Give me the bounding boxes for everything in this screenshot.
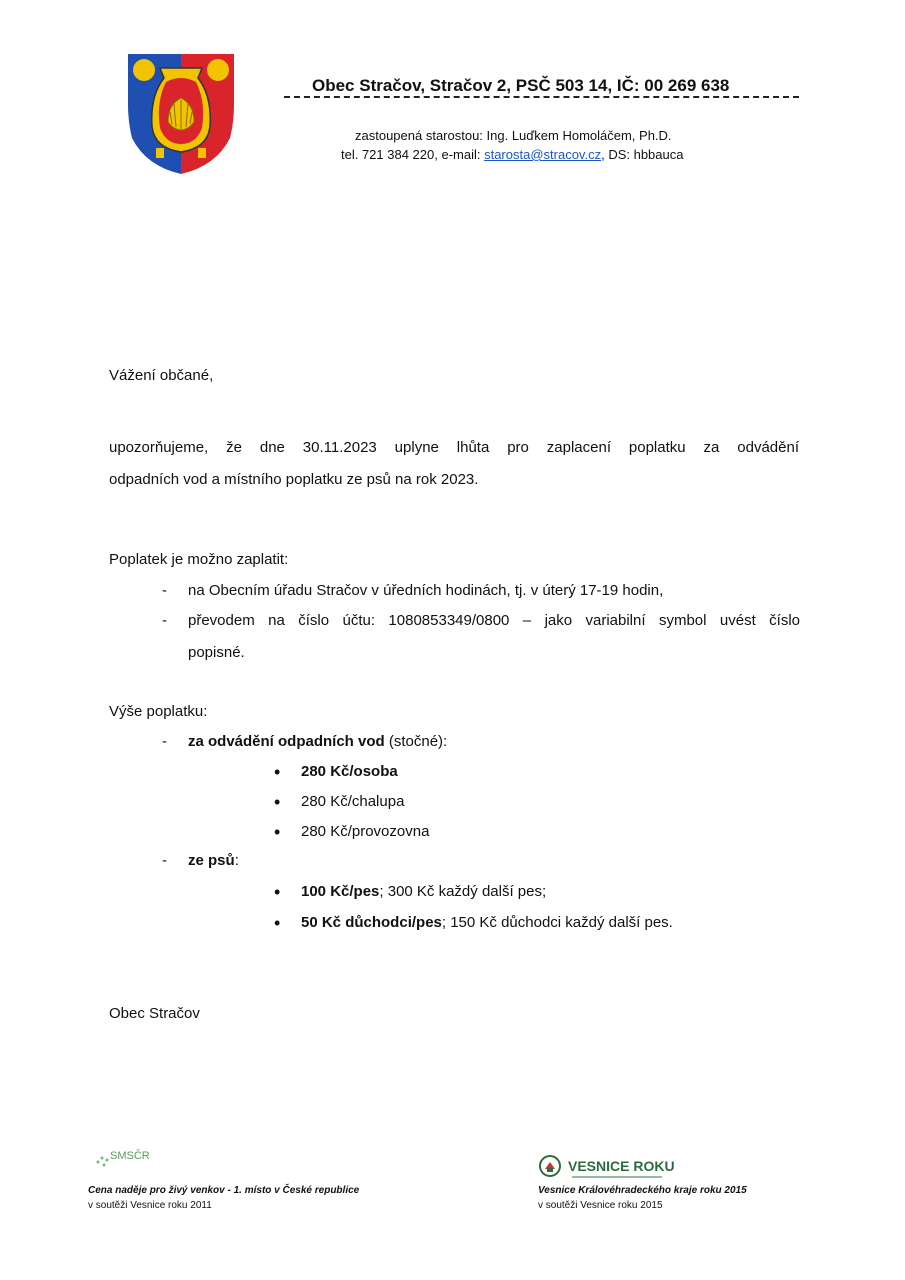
contact-line <box>341 147 683 162</box>
bullet-marker: • <box>274 882 281 902</box>
fee-item-text <box>301 787 404 817</box>
greeting: Vážení občané, <box>109 367 214 384</box>
closing-signature: Obec Stračov <box>109 1005 200 1022</box>
dash-marker: - <box>162 852 167 869</box>
header-divider <box>284 96 799 98</box>
fee-item-text <box>301 757 398 787</box>
dash-marker: - <box>162 612 167 629</box>
represented-by-line: zastoupená starostou: Ing. Luďkem Homoláčem, Ph.D. <box>355 128 672 143</box>
contact-prefix: tel. 721 384 220, e-mail: <box>341 147 485 162</box>
organization-heading: Obec Stračov, Stračov 2, PSČ 503 14, IČ: 00 269 638 <box>312 76 730 95</box>
fee-item-bold: 100 Kč/pes <box>301 883 380 900</box>
fee-water-label-bold: za odvádění odpadních vod <box>188 733 385 750</box>
fee-item-text <box>301 817 429 847</box>
payment-transfer-line-1: převodem na číslo účtu: 1080853349/0800 – jako variabilní symbol uvést číslo <box>188 612 800 629</box>
bullet-marker: • <box>274 762 281 782</box>
footer-left-contest: v soutěži Vesnice roku 2011 <box>88 1200 212 1211</box>
payment-transfer-line-2: popisné. <box>188 644 245 661</box>
fee-item-rest: 280 Kč/provozovna <box>301 823 430 840</box>
payment-item-text: na Obecním úřadu Stračov v úředních hodinách, tj. v úterý 17-19 hodin, <box>188 582 664 599</box>
contact-suffix: , DS: hbbauca <box>601 147 684 162</box>
bullet-marker: • <box>274 822 281 842</box>
notice-line-2: odpadních vod a místního poplatku ze psů na rok 2023. <box>109 471 479 488</box>
vesnice-roku-label: VESNICE ROKU <box>568 1158 675 1174</box>
fee-dogs-label-rest: : <box>234 852 239 869</box>
coat-of-arms-logo <box>126 52 236 176</box>
fee-item-text <box>301 908 673 938</box>
bullet-marker: • <box>274 913 281 933</box>
vesnice-roku-logo-icon <box>538 1154 562 1178</box>
smscr-label: SMSČR <box>110 1150 150 1162</box>
dash-marker: - <box>162 582 167 599</box>
fee-item-rest: ; 150 Kč důchodci každý další pes. <box>441 914 673 931</box>
vesnice-roku-underline <box>572 1176 662 1178</box>
fee-item-text <box>301 877 546 907</box>
notice-paragraph <box>109 432 799 496</box>
fee-item-bold: 280 Kč/osoba <box>301 763 398 780</box>
fee-water-label-rest: (stočné): <box>384 733 448 750</box>
fee-item-bold: 50 Kč důchodci/pes <box>301 914 442 931</box>
footer-right-contest: v soutěži Vesnice roku 2015 <box>538 1200 663 1211</box>
dash-marker: - <box>162 733 167 750</box>
fee-dogs-label-bold: ze psů <box>188 852 235 869</box>
footer-left-award: Cena naděje pro živý venkov - 1. místo v České republice <box>88 1185 360 1196</box>
notice-line-1: upozorňujeme, že dne 30.11.2023 uplyne lhůta pro zaplacení poplatku za odvádění <box>109 439 799 456</box>
fee-water-label <box>188 726 447 758</box>
payment-title: Poplatek je možno zaplatit: <box>109 551 289 568</box>
fee-dogs-label <box>188 845 239 877</box>
bullet-marker: • <box>274 792 281 812</box>
footer-right-award: Vesnice Královéhradeckého kraje roku 2015 <box>538 1185 747 1196</box>
email-link[interactable]: starosta@stracov.cz <box>484 147 602 162</box>
fee-title: Výše poplatku: <box>109 703 208 720</box>
fee-item-rest: 280 Kč/chalupa <box>301 793 405 810</box>
fee-item-rest: ; 300 Kč každý další pes; <box>379 883 547 900</box>
payment-item-text <box>188 605 800 669</box>
